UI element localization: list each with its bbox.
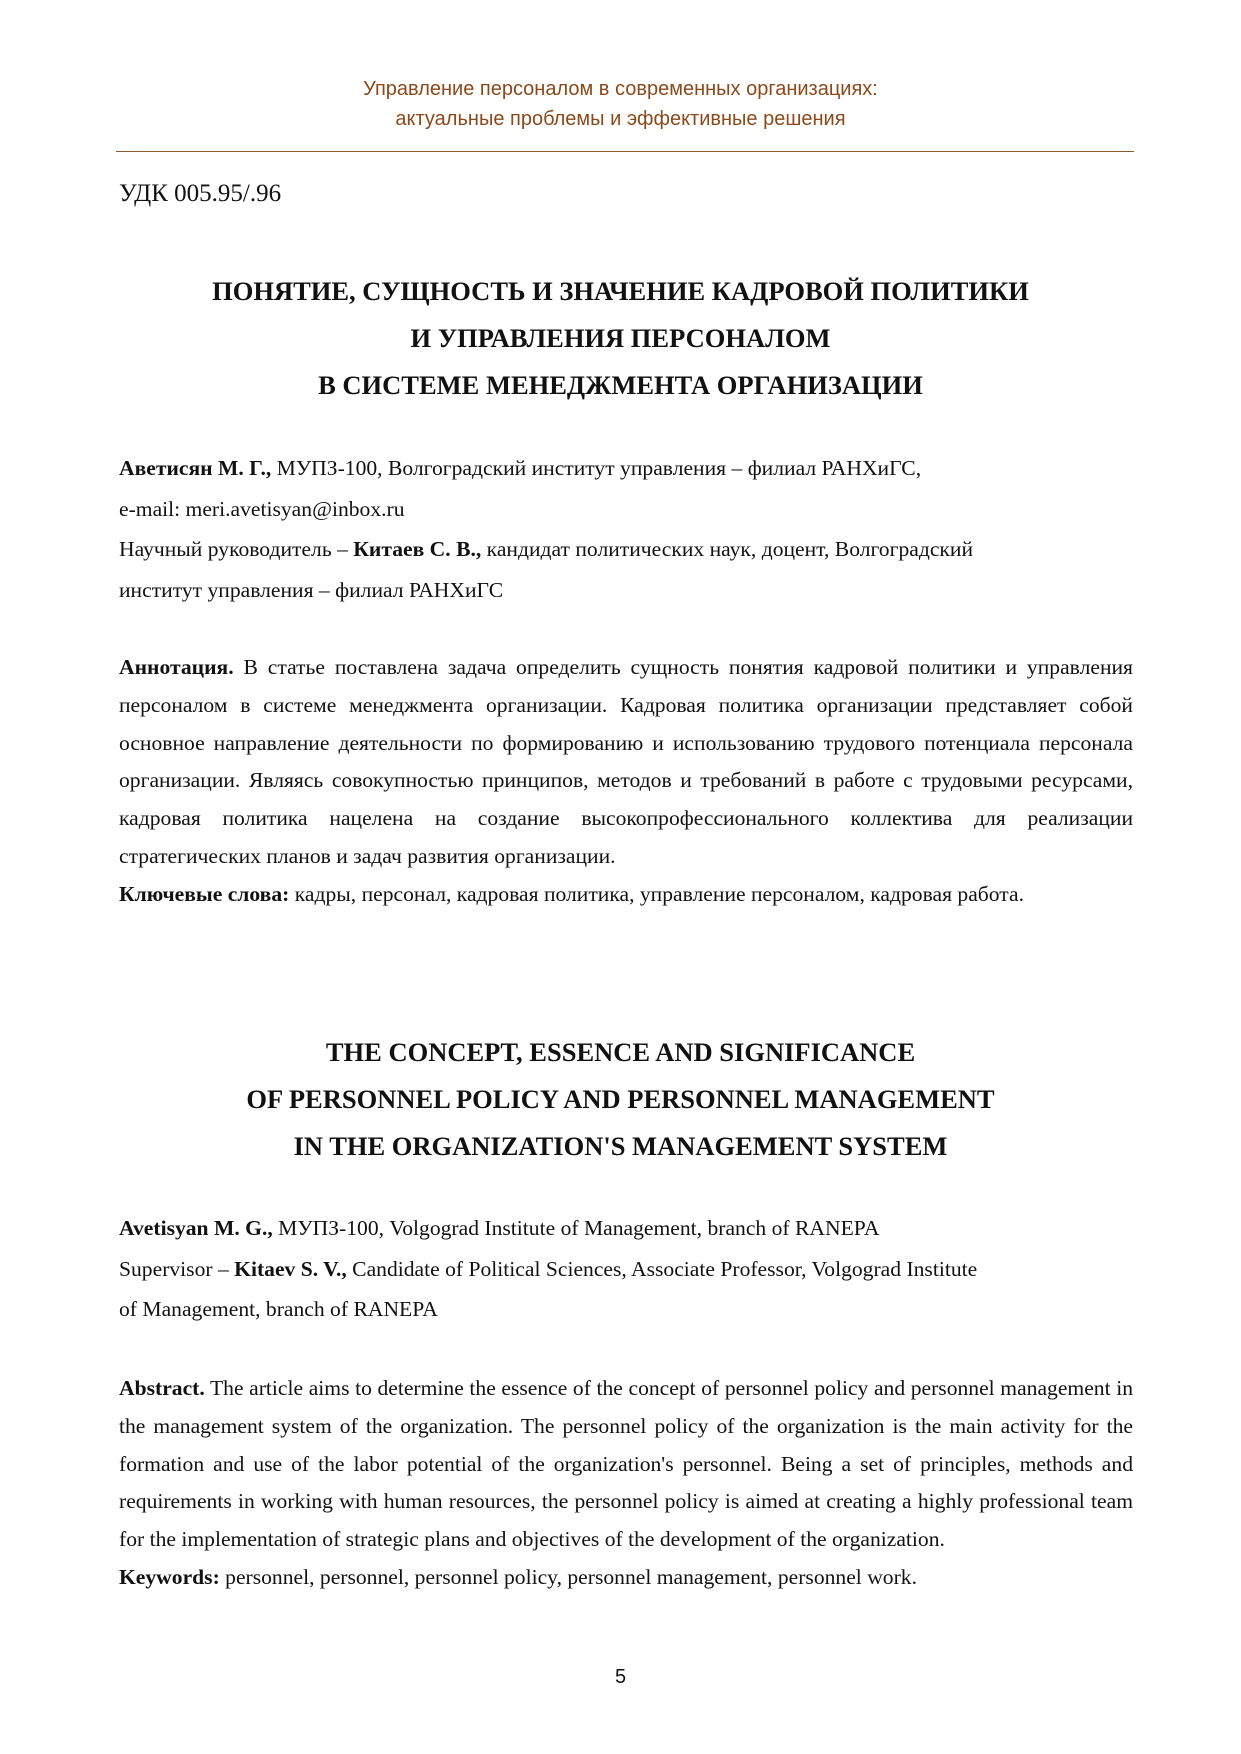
author-name-ru: Аветисян М. Г., xyxy=(119,456,272,480)
title-ru xyxy=(0,268,1241,409)
author-affiliation-en: МУПЗ-100, Volgograd Institute of Management, branch of RANEPA xyxy=(272,1216,880,1240)
abstract-ru-text: В статье поставлена задача определить сущность понятия кадровой политики и управления персоналом в системе менеджмента организации. Кадровая политика организации представляет собой основное направление деятельности по формированию и использованию трудового потенциала персонала организации. Являясь совокупностью принципов, методов и требований в работе с трудовыми ресурсами, кадровая политика нацелена на создание высокопрофессионального коллектива для реализации стратегических планов и задач развития организации. xyxy=(119,655,1133,868)
title-ru-line: И УПРАВЛЕНИЯ ПЕРСОНАЛОМ xyxy=(410,323,831,353)
supervisor-affiliation-ru-cont: институт управления – филиал РАНХиГС xyxy=(119,577,504,602)
title-ru-line: ПОНЯТИЕ, СУЩНОСТЬ И ЗНАЧЕНИЕ КАДРОВОЙ ПОЛИТИКИ xyxy=(212,276,1029,306)
running-header xyxy=(0,74,1241,134)
author-name-en: Avetisyan M. G., xyxy=(119,1216,273,1240)
abstract-en xyxy=(119,1370,1133,1597)
keywords-en-label: Keywords: xyxy=(119,1564,220,1589)
authors-en xyxy=(119,1208,1133,1330)
supervisor-label-ru: Научный руководитель – xyxy=(119,537,354,561)
header-divider xyxy=(116,151,1134,152)
author-affiliation-ru: МУПЗ-100, Волгоградский институт управления – филиал РАНХиГС, xyxy=(271,456,922,480)
supervisor-name-ru: Китаев С. В., xyxy=(353,537,482,561)
running-header-line-2: актуальные проблемы и эффективные решения xyxy=(395,108,846,130)
title-en-line: IN THE ORGANIZATION'S MANAGEMENT SYSTEM xyxy=(293,1131,948,1161)
supervisor-name-en: Kitaev S. V., xyxy=(234,1256,347,1281)
title-en-line: OF PERSONNEL POLICY AND PERSONNEL MANAGEMENT xyxy=(246,1084,995,1114)
author-email: e-mail: meri.avetisyan@inbox.ru xyxy=(119,496,405,521)
keywords-ru-text: кадры, персонал, кадровая политика, управление персоналом, кадровая работа. xyxy=(289,881,1024,906)
abstract-en-label: Abstract. xyxy=(119,1376,205,1400)
supervisor-affiliation-ru: кандидат политических наук, доцент, Волгоградский xyxy=(481,537,974,561)
supervisor-affiliation-en-cont: of Management, branch of RANEPA xyxy=(119,1297,438,1321)
supervisor-label-en: Supervisor – xyxy=(119,1256,235,1281)
title-ru-line: В СИСТЕМЕ МЕНЕДЖМЕНТА ОРГАНИЗАЦИИ xyxy=(318,370,923,400)
title-en-line: THE CONCEPT, ESSENCE AND SIGNIFICANCE xyxy=(325,1037,916,1067)
authors-ru xyxy=(119,448,1133,610)
udk-code: УДК 005.95/.96 xyxy=(119,180,282,207)
running-header-line-1: Управление персоналом в современных организациях: xyxy=(363,78,878,100)
page-number: 5 xyxy=(614,1666,627,1688)
keywords-en-text: personnel, personnel, personnel policy, personnel management, personnel work. xyxy=(219,1564,917,1589)
abstract-en-text: The article aims to determine the essence of the concept of personnel policy and personnel management in the management system of the organization. The personnel policy of the organization is the main activity for the formation and use of the labor potential of the organization's personnel. Being a set of principles, methods and requirements in working with human resources, the personnel policy is aimed at creating a highly professional team for the implementation of strategic plans and objectives of the development of the organization. xyxy=(119,1376,1133,1552)
title-en xyxy=(0,1029,1241,1170)
abstract-ru-label: Аннотация. xyxy=(119,655,234,679)
abstract-ru xyxy=(119,649,1133,914)
keywords-ru-label: Ключевые слова: xyxy=(119,881,290,906)
supervisor-affiliation-en: Candidate of Political Sciences, Associate Professor, Volgograd Institute xyxy=(346,1256,978,1281)
